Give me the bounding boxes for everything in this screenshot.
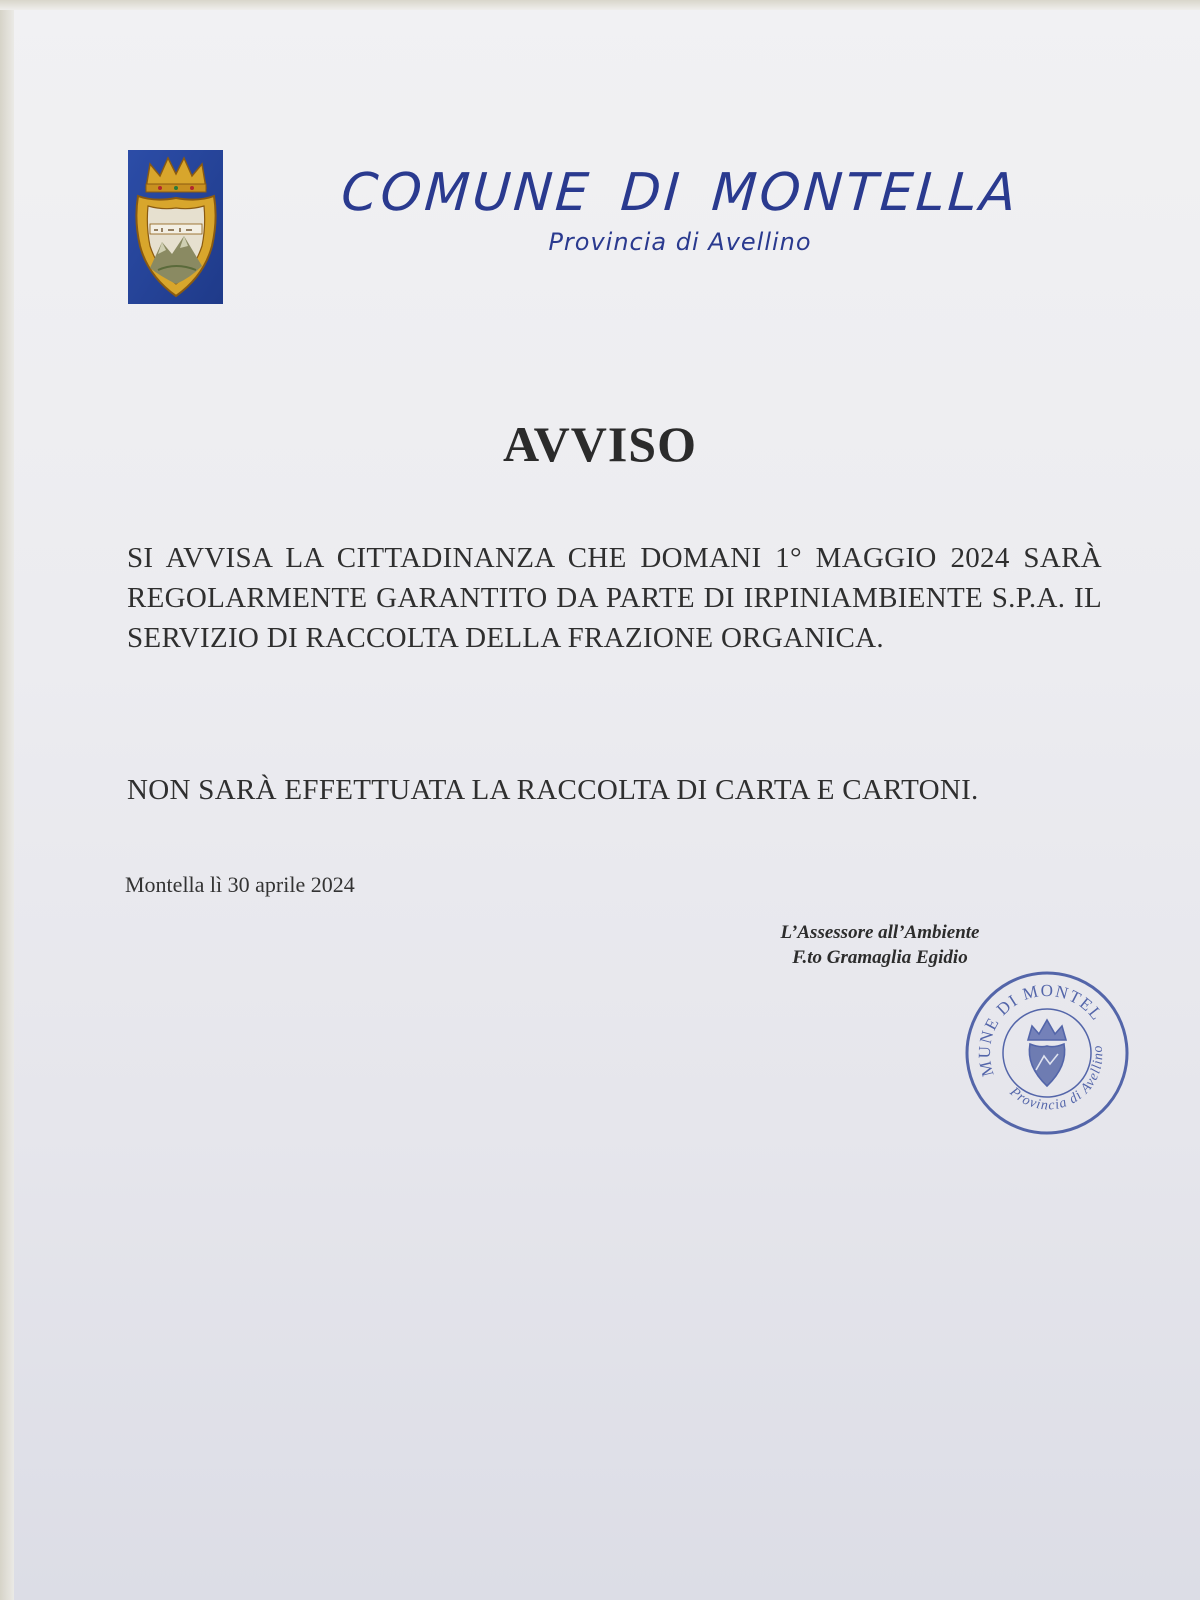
province-subtitle: Provincia di Avellino [548,228,812,256]
signatory-role: L’Assessore all’Ambiente [780,922,980,943]
notice-paragraph-1: SI AVVISA LA CITTADINANZA CHE DOMANI 1° MAGGIO 2024 SARÀ REGOLARMENTE GARANTITO DA PARTE DI IRPINIAMBIENTE S.P.A. IL SERVIZIO DI RACCOLTA DELLA FRAZIONE ORGANICA. [127,542,1102,654]
seal-text-bottom: Provincia di Avellino [1006,1043,1107,1114]
official-seal-icon [964,970,1130,1136]
signatory-name: F.to Gramaglia Egidio [792,947,968,968]
place-and-date: Montella lì 30 aprile 2024 [125,872,355,897]
paper-top-edge [0,0,1200,10]
notice-heading: AVVISO [502,416,698,472]
seal-text-top: COMUNE DI MONTELLA [974,980,1107,1079]
notice-paragraph-2: NON SARÀ EFFETTUATA LA RACCOLTA DI CARTA E CARTONI. [127,774,979,806]
coat-of-arms-icon [128,150,223,304]
signature-block [730,920,1030,970]
paper-edge [0,0,14,1600]
municipality-title: COMUNE DI MONTELLA [339,163,1021,223]
letterhead [330,164,1030,256]
